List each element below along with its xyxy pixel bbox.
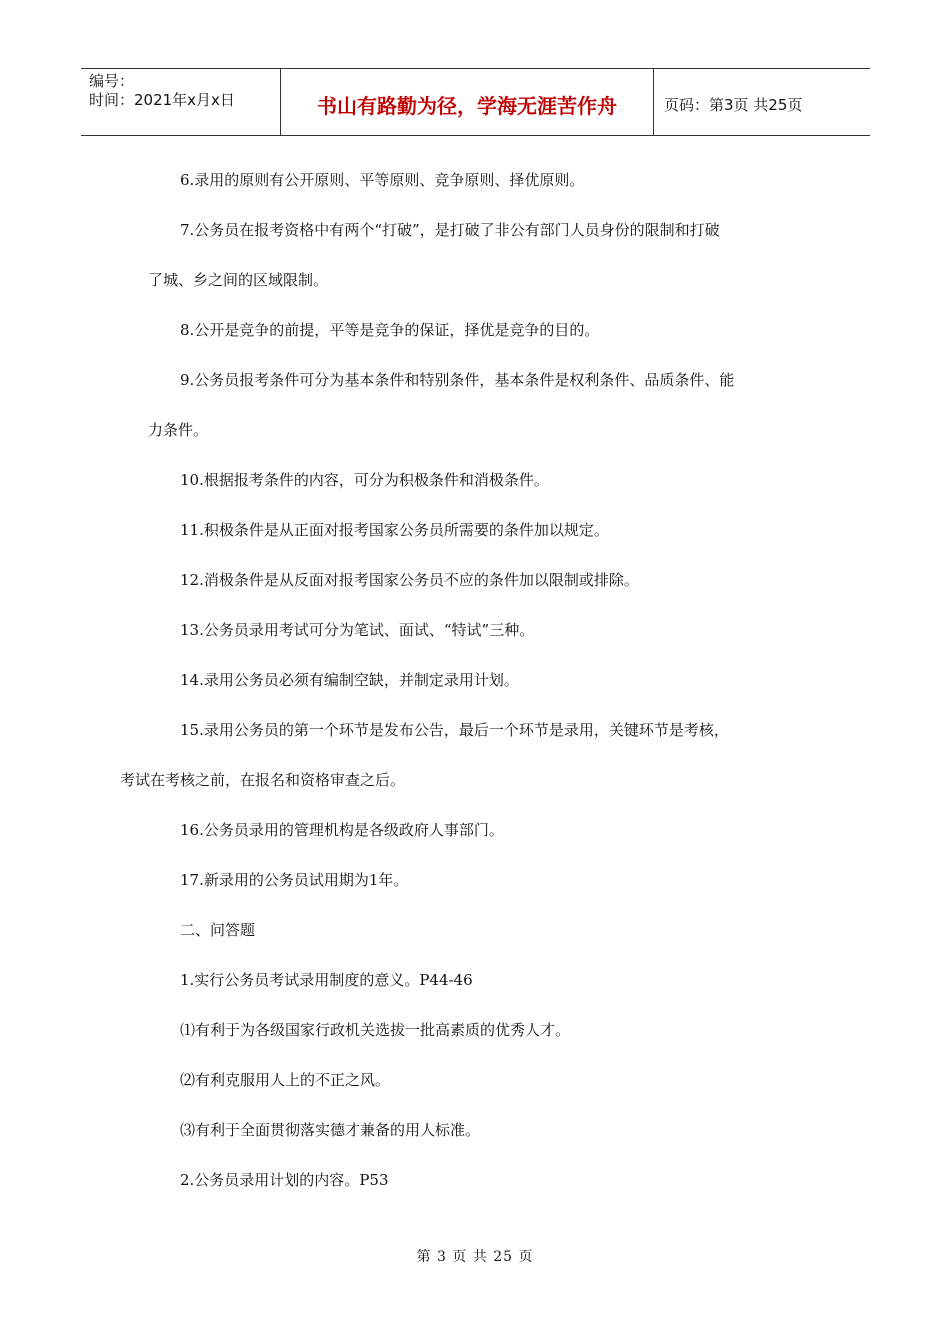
paragraph: 16.公务员录用的管理机构是各级政府人事部门。 [180, 821, 504, 839]
answer-item: ⑵有利克服用人上的不正之风。 [180, 1071, 391, 1089]
paragraph: 15.录用公务员的第一个环节是发布公告，最后一个环节是录用，关键环节是考核， [180, 721, 729, 739]
document-number-label: 编号： [89, 72, 135, 90]
paragraph: 9.公务员报考条件可分为基本条件和特别条件，基本条件是权利条件、品质条件、能 [180, 371, 735, 389]
document-header [81, 68, 870, 136]
header-page-info: 页码：第3页 共25页 [664, 95, 803, 114]
question: 1.实行公务员考试录用制度的意义。P44-46 [180, 971, 473, 989]
paragraph: 14.录用公务员必须有编制空缺，并制定录用计划。 [180, 671, 519, 689]
answer-item: ⑶有利于全面贯彻落实德才兼备的用人标准。 [180, 1121, 481, 1139]
document-time-label: 时间：2021年x月x日 [89, 91, 235, 109]
document-body [120, 155, 808, 1205]
question: 2.公务员录用计划的内容。P53 [180, 1171, 389, 1189]
answer-item: ⑴有利于为各级国家行政机关选拔一批高素质的优秀人才。 [180, 1021, 571, 1039]
paragraph: 12.消极条件是从反面对报考国家公务员不应的条件加以限制或排除。 [180, 571, 639, 589]
paragraph: 7.公务员在报考资格中有两个“打破”，是打破了非公有部门人员身份的限制和打破 [180, 221, 720, 239]
paragraph: 10.根据报考条件的内容，可分为积极条件和消极条件。 [180, 471, 549, 489]
paragraph-continuation: 了城、乡之间的区域限制。 [148, 271, 329, 289]
paragraph: 11.积极条件是从正面对报考国家公务员所需要的条件加以规定。 [180, 521, 609, 539]
page-footer: 第 3 页 共 25 页 [416, 1249, 534, 1265]
paragraph: 13.公务员录用考试可分为笔试、面试、“特试”三种。 [180, 621, 535, 639]
header-meta-cell [81, 69, 281, 135]
paragraph-continuation: 力条件。 [148, 421, 209, 439]
paragraph: 17.新录用的公务员试用期为1年。 [180, 871, 409, 889]
paragraph-continuation: 考试在考核之前，在报名和资格审查之后。 [120, 771, 406, 789]
paragraph: 6.录用的原则有公开原则、平等原则、竞争原则、择优原则。 [180, 171, 585, 189]
section-heading: 二、问答题 [180, 921, 256, 939]
paragraph: 8.公开是竞争的前提，平等是竞争的保证，择优是竞争的目的。 [180, 321, 600, 339]
header-motto: 书山有路勤为径，学海无涯苦作舟 [281, 69, 654, 135]
